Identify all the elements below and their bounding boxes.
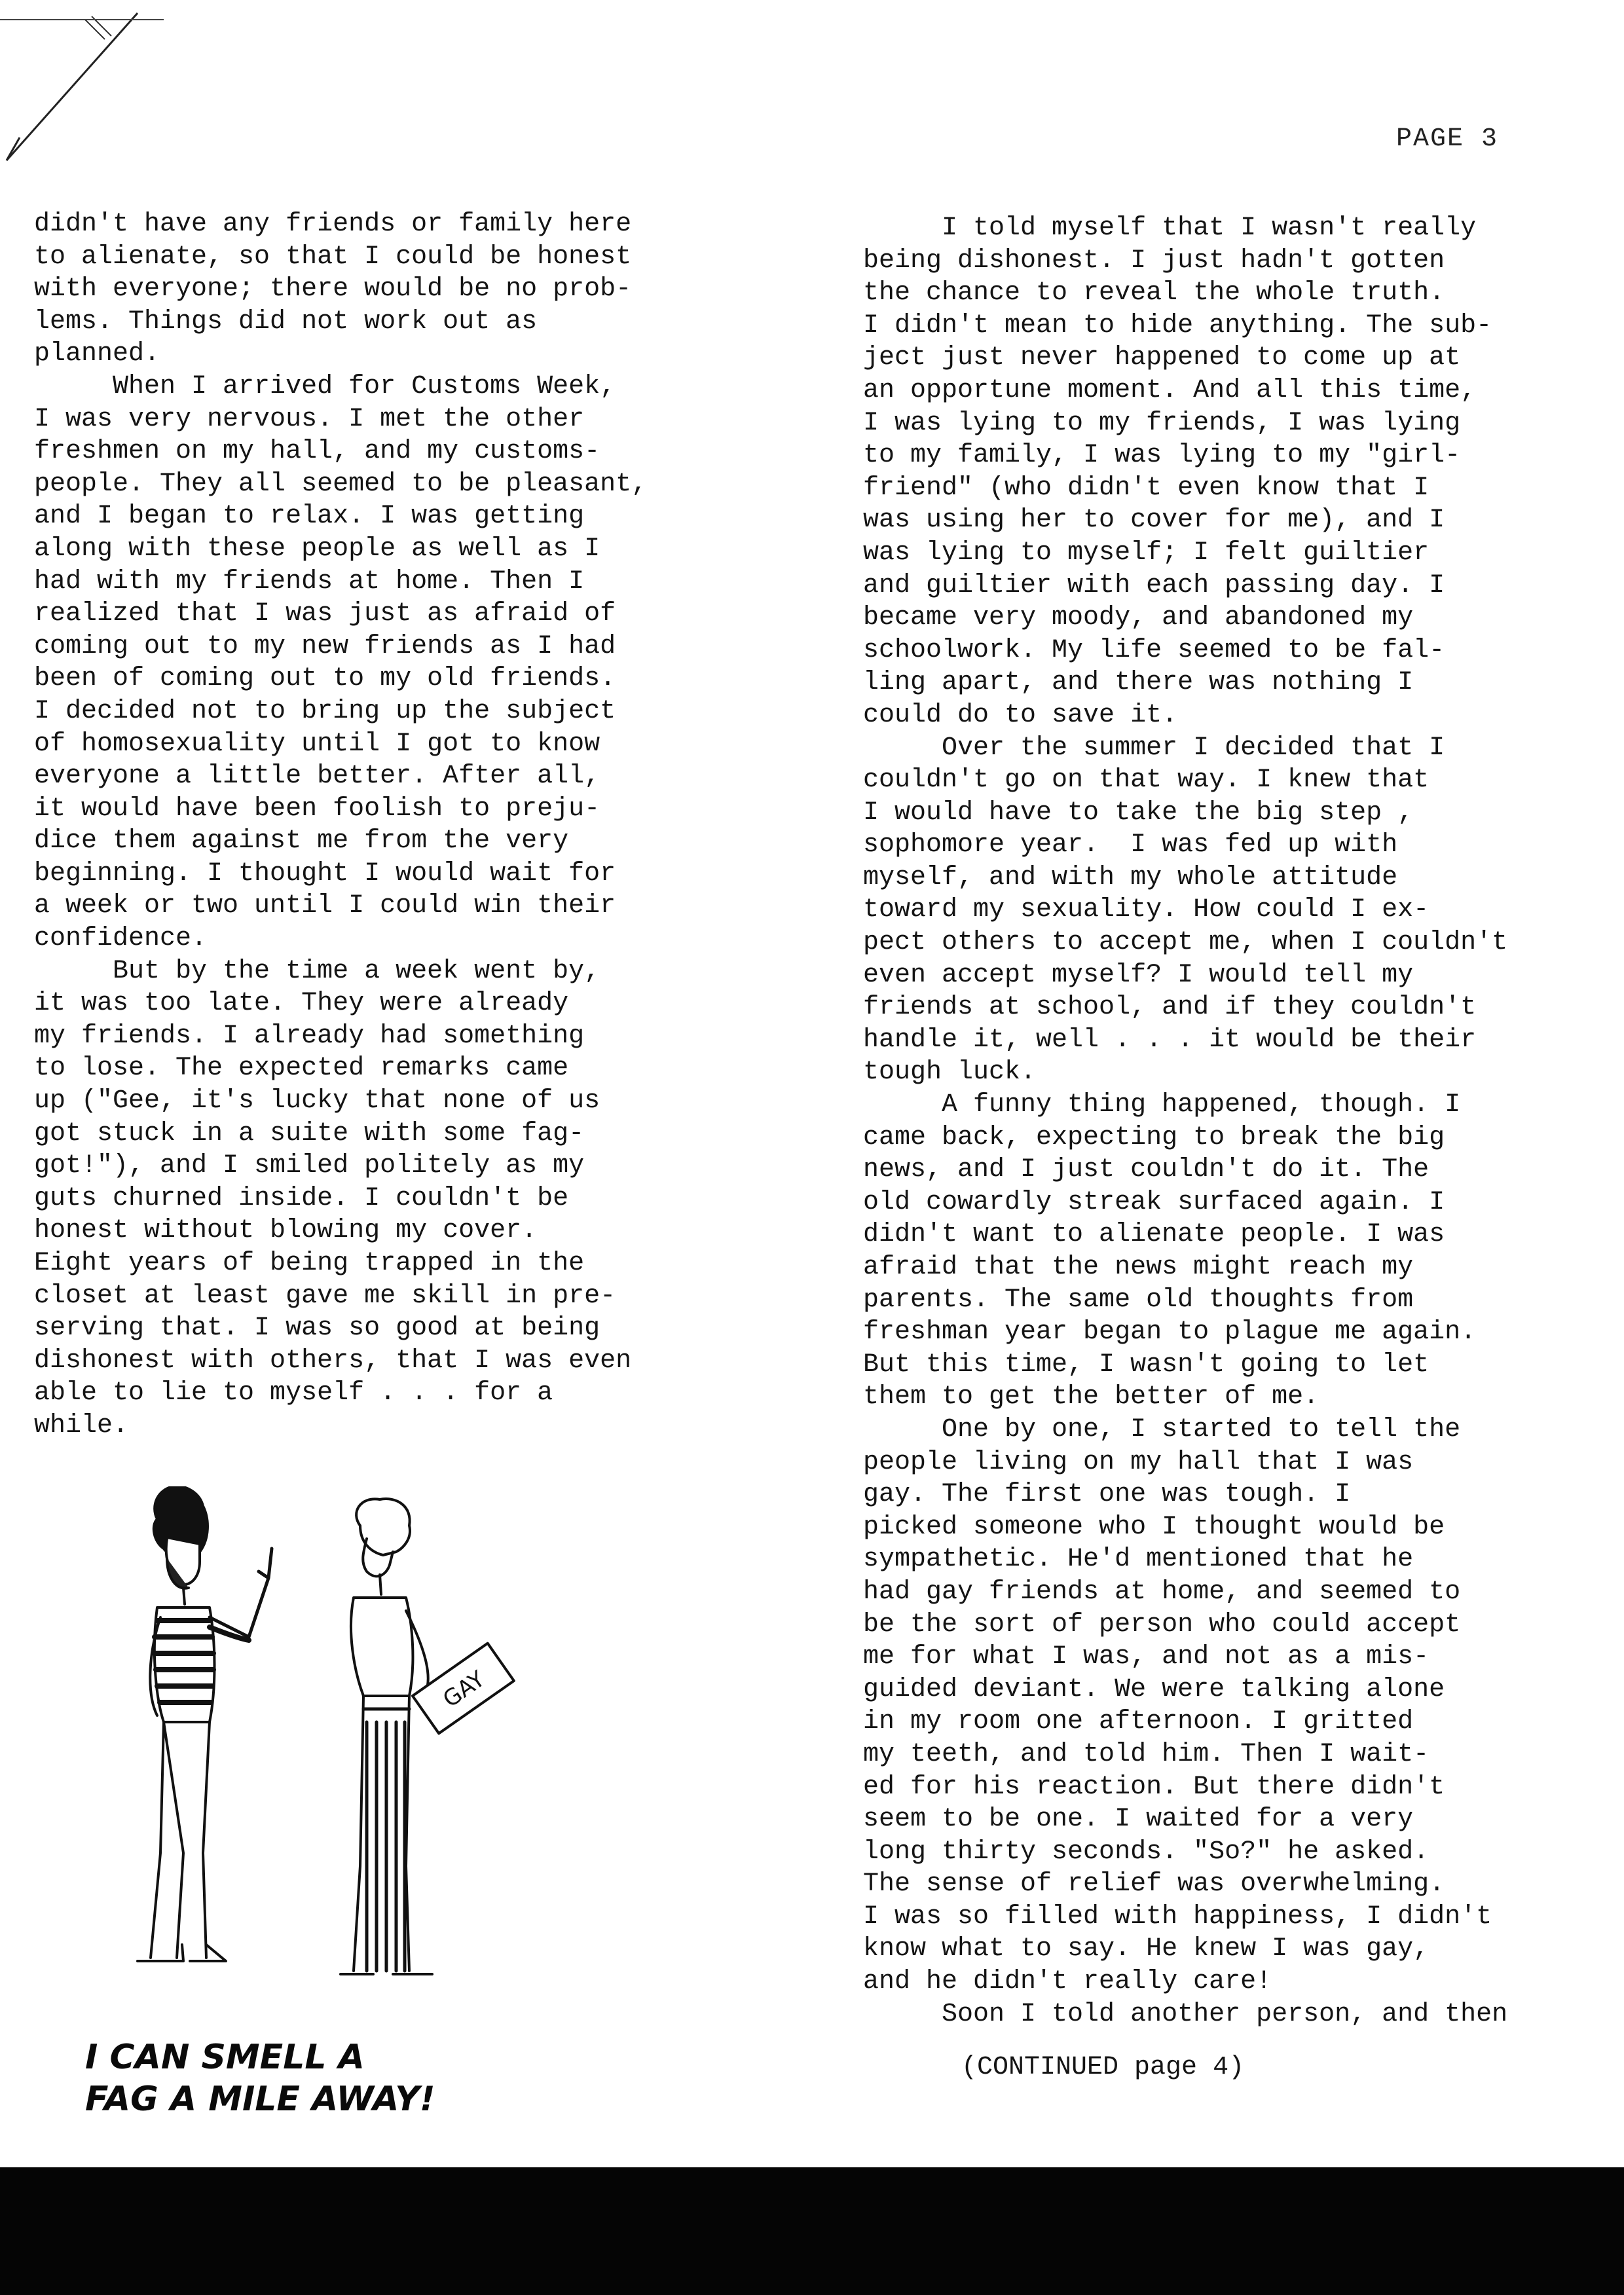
text-line: it would have been foolish to preju- <box>34 794 600 824</box>
text-line: ed for his reaction. But there didn't <box>863 1772 1445 1802</box>
text-line: being dishonest. I just hadn't gotten <box>863 246 1445 276</box>
text-line: could do to save it. <box>863 700 1178 730</box>
text-line: closet at least gave me skill in pre- <box>34 1281 616 1311</box>
text-line: I told myself that I wasn't really <box>863 213 1477 243</box>
text-line: confidence. <box>34 924 208 954</box>
text-line: I was very nervous. I met the other <box>34 404 585 434</box>
text-line: handle it, well . . . it would be their <box>863 1025 1477 1055</box>
text-line: picked someone who I thought would be <box>863 1512 1445 1542</box>
caption-line-1: I CAN SMELL A <box>85 2038 365 2077</box>
text-line: able to lie to myself . . . for a <box>34 1378 553 1408</box>
text-line: One by one, I started to tell the <box>863 1414 1461 1444</box>
text-line: be the sort of person who could accept <box>863 1609 1461 1640</box>
text-line: Soon I told another person, and then <box>863 1999 1508 2029</box>
text-line: I was lying to my friends, I was lying <box>863 408 1461 438</box>
text-line: serving that. I was so good at being <box>34 1313 600 1344</box>
text-line: people living on my hall that I was <box>863 1447 1414 1477</box>
text-line: everyone a little better. After all, <box>34 762 600 792</box>
text-line: But this time, I wasn't going to let <box>863 1349 1430 1380</box>
text-line: to my family, I was lying to my "girl- <box>863 441 1461 471</box>
text-line: didn't want to alienate people. I was <box>863 1220 1445 1250</box>
text-line: my teeth, and told him. Then I wait- <box>863 1739 1430 1769</box>
text-line: and he didn't really care! <box>863 1967 1272 1997</box>
text-line: them to get the better of me. <box>863 1382 1320 1412</box>
gay-sign <box>413 1643 514 1734</box>
text-line: was lying to myself; I felt guiltier <box>863 538 1430 568</box>
text-line: guided deviant. We were talking alone <box>863 1674 1445 1704</box>
text-line: Over the summer I decided that I <box>863 733 1445 763</box>
page-number: PAGE 3 <box>1396 124 1499 154</box>
text-line: I would have to take the big step , <box>863 798 1414 828</box>
text-line: been of coming out to my old friends. <box>34 664 616 694</box>
text-line: my friends. I already had something <box>34 1021 585 1051</box>
text-line: Eight years of being trapped in the <box>34 1249 585 1278</box>
text-line: toward my sexuality. How could I ex- <box>863 895 1430 925</box>
text-line: friend" (who didn't even know that I <box>863 473 1430 503</box>
text-line: had gay friends at home, and seemed to <box>863 1577 1461 1607</box>
corner-mark <box>0 0 170 170</box>
text-line: the chance to reveal the whole truth. <box>863 278 1445 308</box>
text-line: got stuck in a suite with some fag- <box>34 1118 585 1148</box>
text-line: long thirty seconds. "So?" he asked. <box>863 1837 1430 1867</box>
text-line: myself, and with my whole attitude <box>863 862 1398 892</box>
text-line: ject just never happened to come up at <box>863 343 1461 373</box>
text-line: The sense of relief was overwhelming. <box>863 1869 1445 1900</box>
text-line: sophomore year. I was fed up with <box>863 830 1398 860</box>
cartoon-caption <box>85 2036 544 2120</box>
text-line: friends at school, and if they couldn't <box>863 993 1477 1023</box>
text-line: dice them against me from the very <box>34 826 569 856</box>
text-line: ling apart, and there was nothing I <box>863 668 1414 698</box>
text-line: of homosexuality until I got to know <box>34 729 600 759</box>
text-line: while. <box>34 1410 129 1441</box>
text-line: I decided not to bring up the subject <box>34 696 616 726</box>
text-line: it was too late. They were already <box>34 989 569 1019</box>
text-line: and guiltier with each passing day. I <box>863 570 1445 600</box>
text-line: afraid that the news might reach my <box>863 1253 1414 1282</box>
text-line: and I began to relax. I was getting <box>34 502 585 532</box>
text-line: tough luck. <box>863 1057 1037 1088</box>
left-figure <box>138 1486 272 1961</box>
article-right-column <box>863 212 1507 2030</box>
text-line: came back, expecting to break the big <box>863 1122 1445 1152</box>
text-line: me for what I was, and not as a mis- <box>863 1642 1430 1672</box>
text-line: had with my friends at home. Then I <box>34 566 585 597</box>
text-line: pect others to accept me, when I couldn't <box>863 928 1508 958</box>
text-line: planned. <box>34 339 160 369</box>
text-line: news, and I just couldn't do it. The <box>863 1155 1430 1185</box>
text-line: to lose. The expected remarks came <box>34 1054 569 1084</box>
text-line: lems. Things did not work out as <box>34 306 538 337</box>
text-line: seem to be one. I waited for a very <box>863 1805 1414 1835</box>
text-line: gay. The first one was tough. I <box>863 1480 1351 1510</box>
article-left-column <box>34 208 647 1442</box>
continued-note: (CONTINUED page 4) <box>961 2053 1245 2082</box>
text-line: But by the time a week went by, <box>34 956 600 986</box>
text-line: became very moody, and abandoned my <box>863 603 1414 633</box>
text-line: realized that I was just as afraid of <box>34 599 616 629</box>
text-line: freshmen on my hall, and my customs- <box>34 437 600 467</box>
text-line: in my room one afternoon. I gritted <box>863 1707 1414 1737</box>
bottom-black-band <box>0 2167 1624 2295</box>
text-line: freshman year began to plague me again. <box>863 1317 1477 1348</box>
text-line: people. They all seemed to be pleasant, <box>34 469 648 499</box>
text-line: A funny thing happened, though. I <box>863 1090 1461 1120</box>
text-line: got!"), and I smiled politely as my <box>34 1151 585 1181</box>
text-line: to alienate, so that I could be honest <box>34 242 632 272</box>
text-line: guts churned inside. I couldn't be <box>34 1183 569 1213</box>
text-line: even accept myself? I would tell my <box>863 960 1414 990</box>
right-figure <box>341 1499 514 1974</box>
text-line: didn't have any friends or family here <box>34 210 632 239</box>
text-line: up ("Gee, it's lucky that none of us <box>34 1086 600 1116</box>
text-line: When I arrived for Customs Week, <box>34 371 616 401</box>
text-line: an opportune moment. And all this time, <box>863 375 1477 405</box>
text-line: know what to say. He knew I was gay, <box>863 1934 1430 1964</box>
svg-text:GAY: GAY <box>438 1666 490 1713</box>
text-line: I was so filled with happiness, I didn't <box>863 1901 1492 1932</box>
cartoon-illustration <box>111 1486 714 2049</box>
caption-line-2: FAG A MILE AWAY! <box>85 2080 435 2119</box>
text-line: sympathetic. He'd mentioned that he <box>863 1545 1414 1575</box>
text-line: couldn't go on that way. I knew that <box>863 765 1430 796</box>
text-line: parents. The same old thoughts from <box>863 1285 1414 1315</box>
text-line: I didn't mean to hide anything. The sub- <box>863 310 1492 340</box>
text-line: old cowardly streak surfaced again. I <box>863 1187 1445 1217</box>
text-line: honest without blowing my cover. <box>34 1216 538 1246</box>
text-line: beginning. I thought I would wait for <box>34 858 616 889</box>
text-line: a week or two until I could win their <box>34 891 616 921</box>
text-line: with everyone; there would be no prob- <box>34 274 632 304</box>
text-line: coming out to my new friends as I had <box>34 631 616 661</box>
text-line: along with these people as well as I <box>34 534 600 564</box>
text-line: dishonest with others, that I was even <box>34 1346 632 1376</box>
text-line: was using her to cover for me), and I <box>863 505 1445 536</box>
text-line: schoolwork. My life seemed to be fal- <box>863 635 1445 665</box>
